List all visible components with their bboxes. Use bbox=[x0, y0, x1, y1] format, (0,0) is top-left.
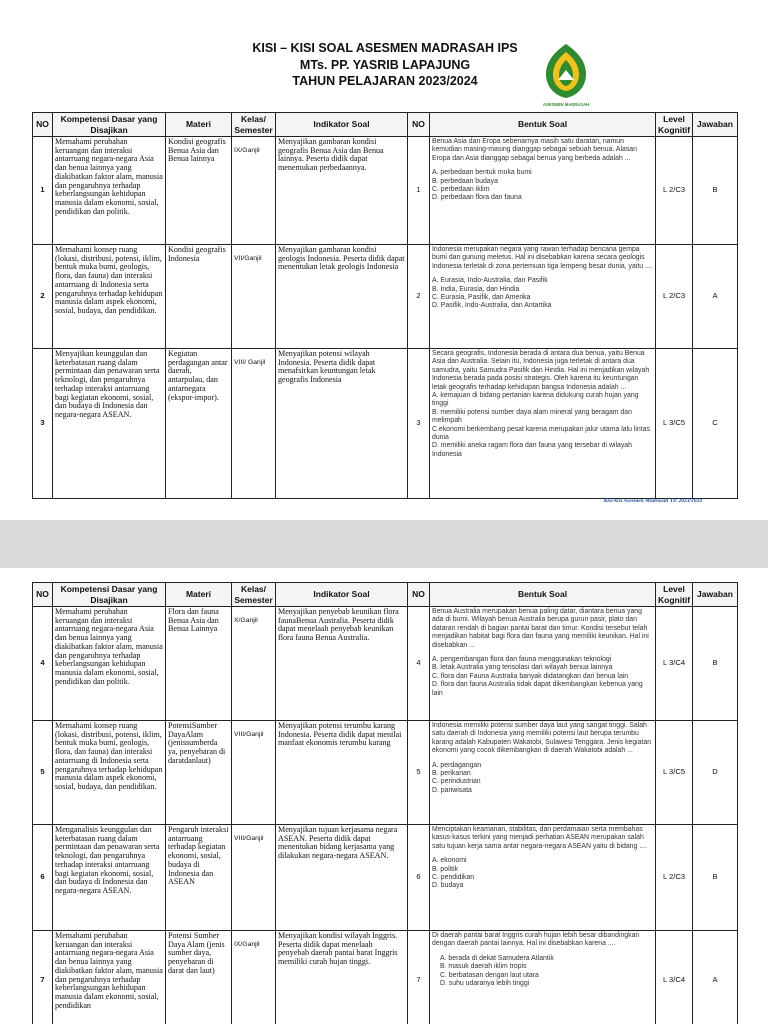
materi: Flora dan fauna Benua Asia dan Benua Lainnya bbox=[166, 607, 232, 721]
row-number: 1 bbox=[33, 137, 53, 245]
answer-key: B bbox=[693, 825, 738, 931]
option-d: D. pariwisata bbox=[432, 786, 472, 794]
indikator-soal: Menyajikan gambaran kondisi geografis Benua Asia dan Benua lainnya. Peserta didik dapat menemukan perbedaannya. bbox=[276, 137, 408, 245]
option-b: B. perikanan bbox=[432, 770, 471, 778]
table-row bbox=[33, 931, 738, 1024]
level-kognitif: L 2/C3 bbox=[656, 825, 693, 931]
kompetensi-dasar: Memahami konsep ruang (lokasi, distribusi, potensi, iklim, bentuk muka bumi, geologis, flora, dan fauna) dan interaksi antarruang di Indonesia serta pengaruhnya terhadap kehidupan manusia dalam aspek ekonomi, sosial, budaya, dan pendidikan. bbox=[53, 245, 166, 349]
col-header-materi: Materi bbox=[166, 583, 232, 607]
option-c: C. berbatasan dengan laut utara bbox=[440, 971, 539, 979]
col-header-indikator: Indikator Soal bbox=[276, 583, 408, 607]
materi: Kondisi geografis Indonesia bbox=[166, 245, 232, 349]
kelas-semester: X/Ganjil bbox=[232, 607, 276, 721]
header-title: KISI – KISI SOAL ASESMEN MADRASAH IPS bbox=[252, 41, 518, 55]
row-number: 5 bbox=[33, 721, 53, 825]
kisi-table-page-1 bbox=[32, 112, 738, 499]
indikator-soal: Menyajikan potensi wilayah Indonesia. Peserta didik dapat menafsirkan keuntungan letak geografis Indonesia bbox=[276, 349, 408, 499]
option-a: A. ekonomi bbox=[432, 857, 467, 865]
question-number: 2 bbox=[408, 245, 430, 349]
kelas-semester: VIII/Ganjil bbox=[232, 721, 276, 825]
option-d: D. memiliki aneka ragam flora dan fauna yang tersebar di wilayah Indonesia bbox=[432, 442, 632, 458]
materi: Kondisi geografis Benua Asia dan Benua lainnya bbox=[166, 137, 232, 245]
option-b: B. perbedaan budaya bbox=[432, 177, 498, 185]
col-header-jawaban: Jawaban bbox=[693, 583, 738, 607]
table-row bbox=[33, 607, 738, 721]
bentuk-soal bbox=[430, 245, 656, 349]
document-page-2 bbox=[0, 568, 768, 1024]
answer-key: A bbox=[693, 245, 738, 349]
kelas-semester: VIII/Ganjil bbox=[232, 825, 276, 931]
row-number: 6 bbox=[33, 825, 53, 931]
table-row bbox=[33, 245, 738, 349]
footer-note: Kisi-kisi Asesmen Madrasah TP. 2023/2024 bbox=[603, 498, 702, 504]
answer-key: B bbox=[693, 137, 738, 245]
table-row bbox=[33, 137, 738, 245]
materi: PotensiSumber DayaAlam (jenissumberda ya, penyebaran di daratdanlaut) bbox=[166, 721, 232, 825]
level-kognitif: L 3/C5 bbox=[656, 721, 693, 825]
row-number: 3 bbox=[33, 349, 53, 499]
row-number: 7 bbox=[33, 931, 53, 1024]
question-text: Benua Asia dan Eropa sebenarnya masih satu daratan, namun kemudian masing-masing dianggap sebagai sebuah benua. Alasan Eropa dan Asia dianggap sebagai benua yang berbeda adalah ... bbox=[432, 138, 637, 162]
level-kognitif: L 3/C5 bbox=[656, 349, 693, 499]
option-c: C.ekonomi berkembang pesat karena merupakan jalur utama lalu lintas dunia bbox=[432, 425, 650, 442]
bentuk-soal bbox=[430, 349, 656, 499]
kelas-semester: IX/Ganjil bbox=[232, 137, 276, 245]
bentuk-soal bbox=[430, 825, 656, 931]
svg-text:ASESMEN MADRASAH: ASESMEN MADRASAH bbox=[542, 102, 590, 107]
col-header-no: NO bbox=[33, 113, 53, 137]
materi: Kegiatan perdagangan antar daerah, antarpulau, dan antarnegara (ekspor-impor). bbox=[166, 349, 232, 499]
option-b: B. India, Eurasia, dan Hindia bbox=[432, 285, 520, 293]
kelas-semester: VII/Ganjil bbox=[232, 245, 276, 349]
option-b: B. masuk daerah iklim tropis bbox=[440, 963, 527, 971]
option-d: D. suhu udaranya lebih tinggi bbox=[440, 980, 530, 988]
col-header-jawaban: Jawaban bbox=[693, 113, 738, 137]
option-c: C. perbedaan iklim bbox=[432, 186, 490, 194]
header-school: MTs. PP. YASRIB LAPAJUNG bbox=[299, 57, 471, 72]
kompetensi-dasar: Menganalisis keunggulan dan keterbatasan ruang dalam permintaan dan penawaran serta teknologi, dan pengaruhnya terhadap interaksi antarruang bagi kegiatan ekonomi, sosial, dan budaya di Indonesia dan negara-negara ASEAN. bbox=[53, 825, 166, 931]
indikator-soal: Menyajikan gambaran kondisi geologis Indonesia. Peserta didik dapat menentukan letak geologis Indonesia bbox=[276, 245, 408, 349]
option-d: D. perbedaan flora dan fauna bbox=[432, 194, 522, 202]
level-kognitif: L 2/C3 bbox=[656, 137, 693, 245]
document-header bbox=[200, 40, 570, 90]
question-number: 4 bbox=[408, 607, 430, 721]
kelas-semester: IX/Ganjil bbox=[232, 931, 276, 1024]
table-row bbox=[33, 825, 738, 931]
option-d: D. flora dan fauna Australia tidak dapat dikembangkan kebenua yang lain bbox=[432, 681, 643, 697]
materi: Potensi Sumber Daya Alam (jenis sumber daya, penyebaran di darat dan laut) bbox=[166, 931, 232, 1024]
col-header-kelas: Kelas/ Semester bbox=[232, 113, 276, 137]
indikator-soal: Menyajikan penyebab keunikan flora faunaBenua Australia. Peserta didik dapat menelaah penyebab keunikan flora fauna Benua Australia. bbox=[276, 607, 408, 721]
option-a: A. kemajuan di bidang pertanian karena didukung curah hujan yang tinggi bbox=[432, 392, 639, 408]
question-text: Benua Australia merupakan benua paling datar, diantara benua yang ada di bumi. Wilayah benua Australia berupa gurun pasir, plato dan dataran rendah di bagian pantai barat dan timur. Kondisi tersebut telah menjadikan habitat bagi flora dan fauna yang memiliki keunikan. Hal ini disebabkan ... bbox=[432, 608, 649, 649]
answer-key: B bbox=[693, 607, 738, 721]
indikator-soal: Menyajikan potensi terumbu karang Indonesia. Peserta didik dapat menilai manfaat ekonomis terumbu karang bbox=[276, 721, 408, 825]
col-header-no2: NO bbox=[408, 113, 430, 137]
col-header-kd: Kompetensi Dasar yang Disajikan bbox=[53, 583, 166, 607]
option-a: A. perdagangan bbox=[432, 761, 482, 769]
question-text: Di daerah pantai barat Inggris curah hujan lebih besar dibandingkan dengan daerah pantai lainnya. Hal ini disebabkan karena .... bbox=[432, 932, 640, 948]
question-text: Menciptakan keamanan, stabilitas, dan perdamaian serta membahas kasus-kasus terkini yang menjadi perhatian ASEAN merupakan salah satu tujuan kerja sama antar negara-negara ASEAN yaitu di bidang .... bbox=[432, 826, 647, 850]
question-text: Indonesia memiliki potensi sumber daya laut yang sangat tinggi. Salah satu daerah di Indonesia yang memiliki potensi laut berupa terumbu karang adalah Kabupaten Wakatobi, Sulawesi Tenggara. Jenis kegiatan ekonomi yang cocok dikembangkan di daerah Wakatobi adalah ... bbox=[432, 722, 652, 755]
answer-key: C bbox=[693, 349, 738, 499]
answer-key: A bbox=[693, 931, 738, 1024]
indikator-soal: Menyajikan kondisi wilayah Inggris. Peserta didik dapat menelaah penyebab daerah pantai barat Inggris memiliki curah hujan tinggi. bbox=[276, 931, 408, 1024]
option-c: C. perindustrian bbox=[432, 778, 481, 786]
kisi-table-page-2 bbox=[32, 582, 738, 1024]
row-number: 4 bbox=[33, 607, 53, 721]
question-number: 1 bbox=[408, 137, 430, 245]
level-kognitif: L 3/C4 bbox=[656, 931, 693, 1024]
table-header-row bbox=[33, 113, 738, 137]
option-c: C. Eurasia, Pasifik, dan Amerika bbox=[432, 294, 531, 302]
option-a: A. perbedaan bentuk muka bumi bbox=[432, 169, 532, 177]
row-number: 2 bbox=[33, 245, 53, 349]
kompetensi-dasar: Memahami perubahan keruangan dan interaksi antarruang negara-negara Asia dan benua lainnya yang diakibatkan faktor alam, manusia dan pengaruhnya terhadap keberlangsungan kehidupan manusia dalam ekonomi, sosial, pendidikan bbox=[53, 931, 166, 1024]
option-a: A. pengembangan flora dan fauna menggunakan teknologi bbox=[432, 656, 612, 664]
option-b: B. memiliki potensi sumber daya alam mineral yang beragam dan melimpah bbox=[432, 408, 632, 425]
option-a: A. Eurasia, Indo-Australia, dan Pasifik bbox=[432, 277, 548, 285]
col-header-materi: Materi bbox=[166, 113, 232, 137]
option-b: B. letak Australia yang terisolasi dari wilayah benua lainnya bbox=[432, 664, 613, 672]
header-year: TAHUN PELAJARAN 2023/2024 bbox=[292, 74, 478, 88]
col-header-level: Level Kognitif bbox=[656, 583, 693, 607]
table-row bbox=[33, 349, 738, 499]
option-c: C. flora dan Fauna Australia banyak didatangkan dari benua lain bbox=[432, 672, 629, 680]
indikator-soal: Menyajikan tujuan kerjasama negara ASEAN. Peserta didik dapat menentukan bidang kerjasama yang dilakukan negara-negara ASEAN. bbox=[276, 825, 408, 931]
level-kognitif: L 2/C3 bbox=[656, 245, 693, 349]
question-number: 7 bbox=[408, 931, 430, 1024]
col-header-level: Level Kognitif bbox=[656, 113, 693, 137]
option-d: D. budaya bbox=[432, 882, 464, 890]
col-header-no2: NO bbox=[408, 583, 430, 607]
question-number: 5 bbox=[408, 721, 430, 825]
question-number: 3 bbox=[408, 349, 430, 499]
level-kognitif: L 3/C4 bbox=[656, 607, 693, 721]
option-c: C. pendidikan bbox=[432, 874, 475, 882]
answer-key: D bbox=[693, 721, 738, 825]
question-text: Secara geografis, Indonesia berada di antara dua benua, yaitu Benua Asia dan Australia. Selain itu, Indonesia juga terletak di antara dua samudra, yaitu Samudra Pasifik dan Hindia. Hal ini menjadikan wilayah Indonesia berada pada posisi strategis. Oleh karena itu keuntungan letak geografis terhadap kehidupan bangsa Indonesia adalah ... bbox=[432, 350, 650, 391]
option-d: D. Pasifik, Indo-Australia, dan Antartika bbox=[432, 302, 552, 310]
option-b: B. politik bbox=[432, 865, 459, 873]
col-header-bentuk: Bentuk Soal bbox=[430, 113, 656, 137]
asesmen-madrasah-logo bbox=[540, 40, 592, 110]
kompetensi-dasar: Menyajikan keunggulan dan keterbatasan ruang dalam permintaan dan penawaran serta teknologi, dan pengaruhnya terhadap interaksi antarruang bagi kegiatan ekonomi, sosial, dan budaya di Indonesia dan negara-negara ASEAN. bbox=[53, 349, 166, 499]
question-number: 6 bbox=[408, 825, 430, 931]
materi: Pengaruh interaksi antarruang terhadap kegiatan ekonomi, sosial, budaya di Indonesia dan ASEAN bbox=[166, 825, 232, 931]
kelas-semester: VIII/ Ganjil bbox=[232, 349, 276, 499]
kompetensi-dasar: Memahami perubahan keruangan dan interaksi antarruang negara-negara Asia dan benua lainnya yang diakibatkan faktor alam, manusia dan pengaruhnya terhadap keberlangsungan kehidupan manusia dalam ekonomi, sosial, pendidikan dan politik. bbox=[53, 137, 166, 245]
bentuk-soal bbox=[430, 137, 656, 245]
option-a: A. berada di dekat Samudera Atlantik bbox=[440, 954, 554, 962]
col-header-bentuk: Bentuk Soal bbox=[430, 583, 656, 607]
kompetensi-dasar: Memahami perubahan keruangan dan interaksi antarruang negara-negara Asia dan benua lainnya yang diakibatkan faktor alam, manusia dan pengaruhnya terhadap keberlangsungan kehidupan manusia dalam ekonomi, sosial, pendidikan dan politik. bbox=[53, 607, 166, 721]
col-header-no: NO bbox=[33, 583, 53, 607]
table-header-row bbox=[33, 583, 738, 607]
bentuk-soal bbox=[430, 931, 656, 1024]
col-header-kelas: Kelas/ Semester bbox=[232, 583, 276, 607]
kompetensi-dasar: Memahami konsep ruang (lokasi, distribusi, potensi, iklim, bentuk muka bumi, geologis, flora, dan fauna) dan interaksi antarruang di Indonesia serta pengaruhnya terhadap kehidupan manusia dalam aspek ekonomi, sosial, budaya, dan pendidikan. bbox=[53, 721, 166, 825]
bentuk-soal bbox=[430, 721, 656, 825]
col-header-indikator: Indikator Soal bbox=[276, 113, 408, 137]
table-row bbox=[33, 721, 738, 825]
question-text: Indonesia merupakan negara yang rawan terhadap bencana gempa bumi dan gunung meletus. Hal ini disebabkan karena secara geologis Indonesia terletak di zona pertemuan tiga lempeng besar dunia, yaitu .... bbox=[432, 246, 653, 270]
bentuk-soal bbox=[430, 607, 656, 721]
col-header-kd: Kompetensi Dasar yang Disajikan bbox=[53, 113, 166, 137]
